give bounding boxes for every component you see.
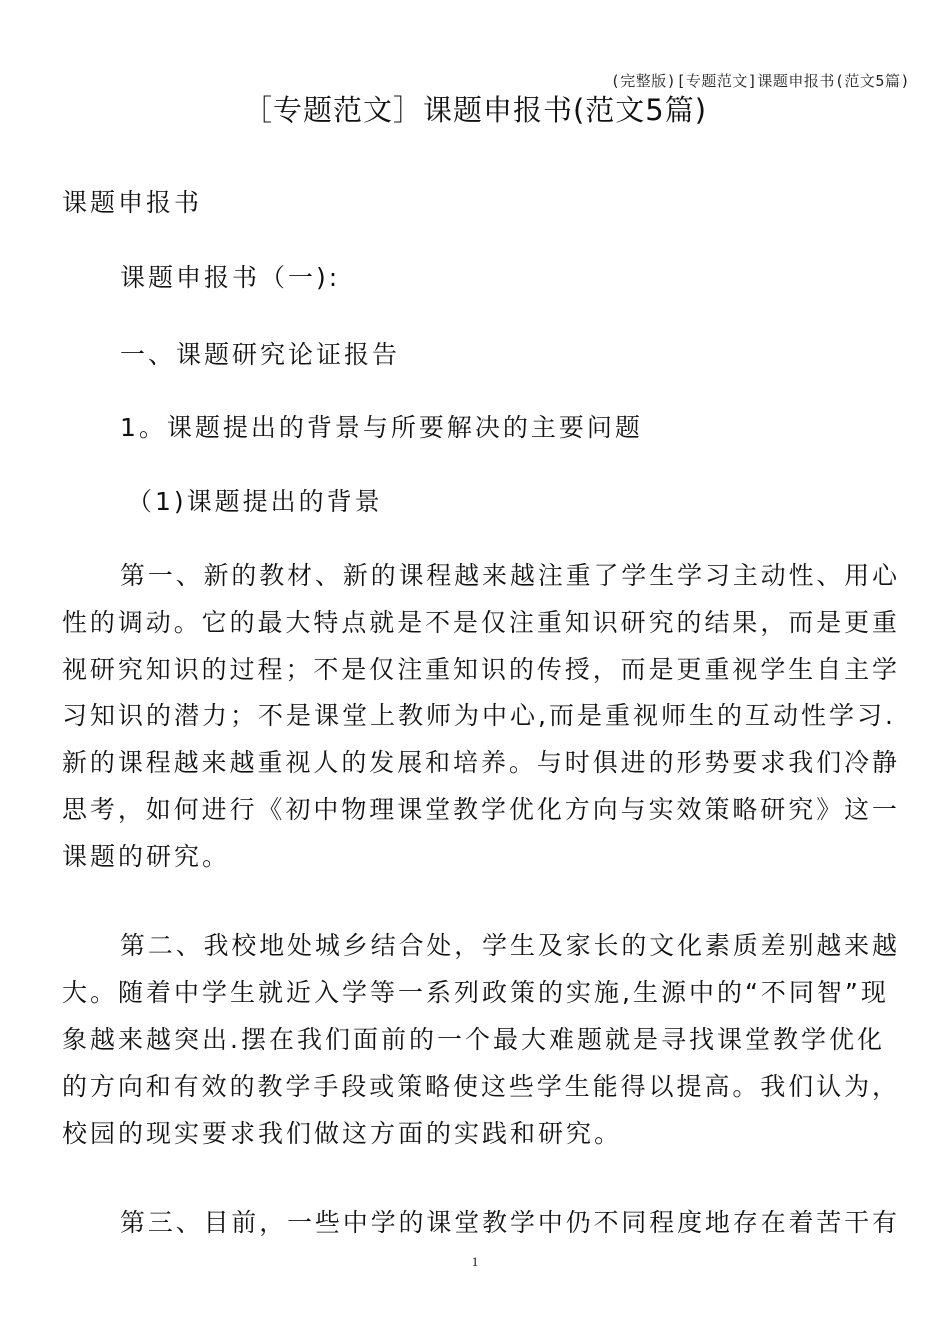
paragraph-line: 校园的现实要求我们做这方面的实践和研究。 — [62, 1119, 623, 1148]
paragraph-line: 新的课程越来越重视人的发展和培养。与时俱进的形势要求我们冷静 — [62, 748, 900, 777]
sub-item-heading: （1)课题提出的背景 — [127, 487, 383, 516]
paragraph-line: 视研究知识的过程；不是仅注重知识的传授，而是更重视学生自主学 — [62, 655, 900, 684]
paragraph-line: 第二、我校地处城乡结合处，学生及家长的文化素质差别越来越 — [120, 931, 901, 960]
paragraph-line: 大。随着中学生就近入学等一系列政策的实施,生源中的“不同智”现 — [62, 978, 889, 1007]
paragraph-line: 象越来越突出.摆在我们面前的一个最大难题就是寻找课堂教学优化 — [62, 1025, 885, 1054]
document-title: ［专题范文］课题申报书(范文5篇) — [242, 93, 708, 127]
paragraph-line: 习知识的潜力；不是课堂上教师为中心,而是重视师生的互动性学习. — [62, 701, 896, 730]
section-heading: 课题申报书 — [62, 188, 203, 217]
sub-heading: 课题申报书（一): — [120, 263, 341, 292]
paragraph-line: 的方向和有效的教学手段或策略使这些学生能得以提高。我们认为， — [62, 1072, 900, 1101]
paragraph-line: 第一、新的教材、新的课程越来越注重了学生学习主动性、用心 — [120, 561, 901, 590]
item-heading: 1。课题提出的背景与所要解决的主要问题 — [120, 413, 643, 442]
paragraph-line: 思考，如何进行《初中物理课堂教学优化方向与实效策略研究》这一 — [62, 795, 900, 824]
page-number: 1 — [471, 1254, 479, 1269]
part-heading: 一、课题研究论证报告 — [120, 340, 401, 369]
paragraph-line: 课题的研究。 — [62, 842, 231, 871]
paragraph-line: 第三、目前，一些中学的课堂教学中仍不同程度地存在着苦干有 — [120, 1208, 901, 1237]
paragraph-line: 性的调动。它的最大特点就是不是仅注重知识研究的结果，而是更重 — [62, 608, 900, 637]
running-header: (完整版)[专题范文]课题申报书(范文5篇) — [610, 72, 910, 90]
